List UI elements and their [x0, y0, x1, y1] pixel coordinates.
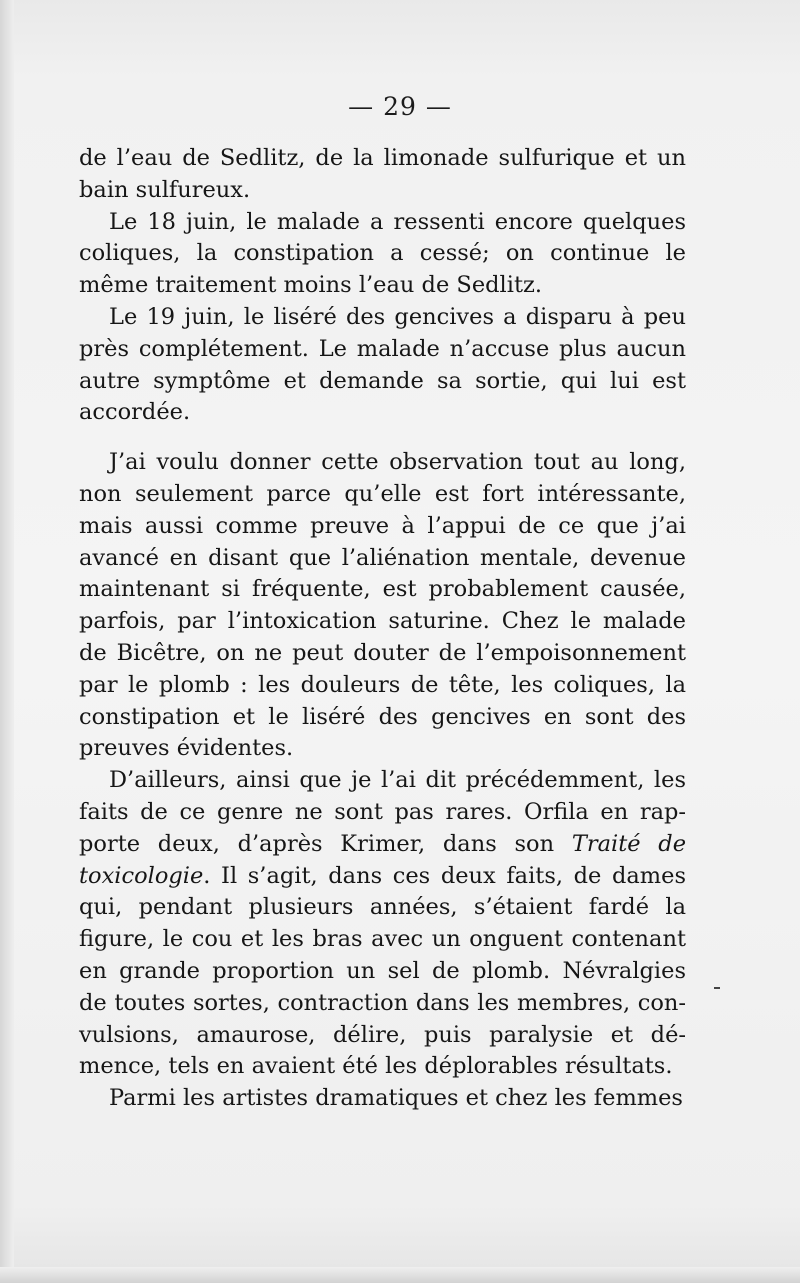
margin-mark: [714, 987, 720, 989]
book-title-italic: Traité de: [571, 830, 687, 857]
text-line: qui, pendant plusieurs années, s’étaient fardé la: [79, 894, 686, 921]
text-line: de l’eau de Sedlitz, de la limonade sulfurique et un: [79, 145, 686, 171]
text-fragment: . Il s’agit, dans ces deux faits, de dames: [203, 862, 686, 889]
text-line: Le 19 juin, le liséré des gencives a disparu à peu: [109, 303, 686, 330]
text-line: de toutes sortes, contraction dans les membres, con-: [79, 989, 686, 1016]
text-line: parfois, par l’intoxication saturine. Chez le malade: [79, 608, 686, 635]
page-edge-shadow-bottom: [0, 1267, 800, 1283]
text-line: D’ailleurs, ainsi que je l’ai dit précédemment, les: [109, 767, 686, 794]
paragraph: [79, 765, 686, 1083]
text-line: faits de ce genre ne sont pas rares. Orfila en rap-: [79, 798, 686, 825]
book-title-italic: toxicologie: [79, 862, 204, 889]
text-line: J’ai voulu donner cette observation tout au long,: [109, 449, 686, 476]
paragraph: [79, 207, 686, 302]
text-line: figure, le cou et les bras avec un onguent contenant: [79, 926, 686, 953]
text-line: près complétement. Le malade n’accuse plus aucun: [79, 335, 686, 362]
paragraph: [79, 1083, 686, 1115]
text-line: mence, tels en avaient été les déplorables résultats.: [79, 1053, 673, 1080]
text-line: constipation et le liséré des gencives en sont des: [79, 703, 686, 730]
paragraph: [79, 143, 686, 207]
body-text: [79, 143, 686, 1115]
text-line: non seulement parce qu’elle est fort intéressante,: [79, 480, 686, 507]
paragraph-gap: [79, 429, 686, 447]
text-line: accordée.: [79, 399, 191, 426]
text-line: de Bicêtre, on ne peut douter de l’empoisonnement: [79, 639, 686, 666]
text-line: maintenant si fréquente, est probablement causée,: [79, 576, 686, 603]
text-fragment: porte deux, d’après Krimer, dans son: [79, 830, 555, 857]
text-line-with-italic: [79, 829, 686, 861]
text-line: Parmi les artistes dramatiques et chez les femmes: [109, 1085, 683, 1112]
text-line: en grande proportion un sel de plomb. Névralgies: [79, 957, 686, 984]
paragraph: [79, 302, 686, 429]
text-line: mais aussi comme preuve à l’appui de ce que j’ai: [79, 512, 686, 539]
text-line: bain sulfureux.: [79, 176, 251, 203]
text-line-with-italic: [79, 861, 686, 893]
paragraph: [79, 447, 686, 765]
page-number: — 29 —: [348, 92, 452, 121]
text-line: coliques, la constipation a cessé; on continue le: [79, 240, 686, 267]
text-line: même traitement moins l’eau de Sedlitz.: [79, 272, 542, 299]
text-line: par le plomb : les douleurs de tête, les coliques, la: [79, 671, 686, 698]
page-edge-shadow-left: [0, 0, 14, 1283]
text-line: avancé en disant que l’aliénation mentale, devenue: [79, 544, 686, 571]
text-line: preuves évidentes.: [79, 735, 294, 762]
text-line: autre symptôme et demande sa sortie, qui lui est: [79, 367, 686, 394]
text-line: Le 18 juin, le malade a ressenti encore quelques: [109, 208, 686, 235]
text-line: vulsions, amaurose, délire, puis paralysie et dé-: [79, 1021, 686, 1048]
